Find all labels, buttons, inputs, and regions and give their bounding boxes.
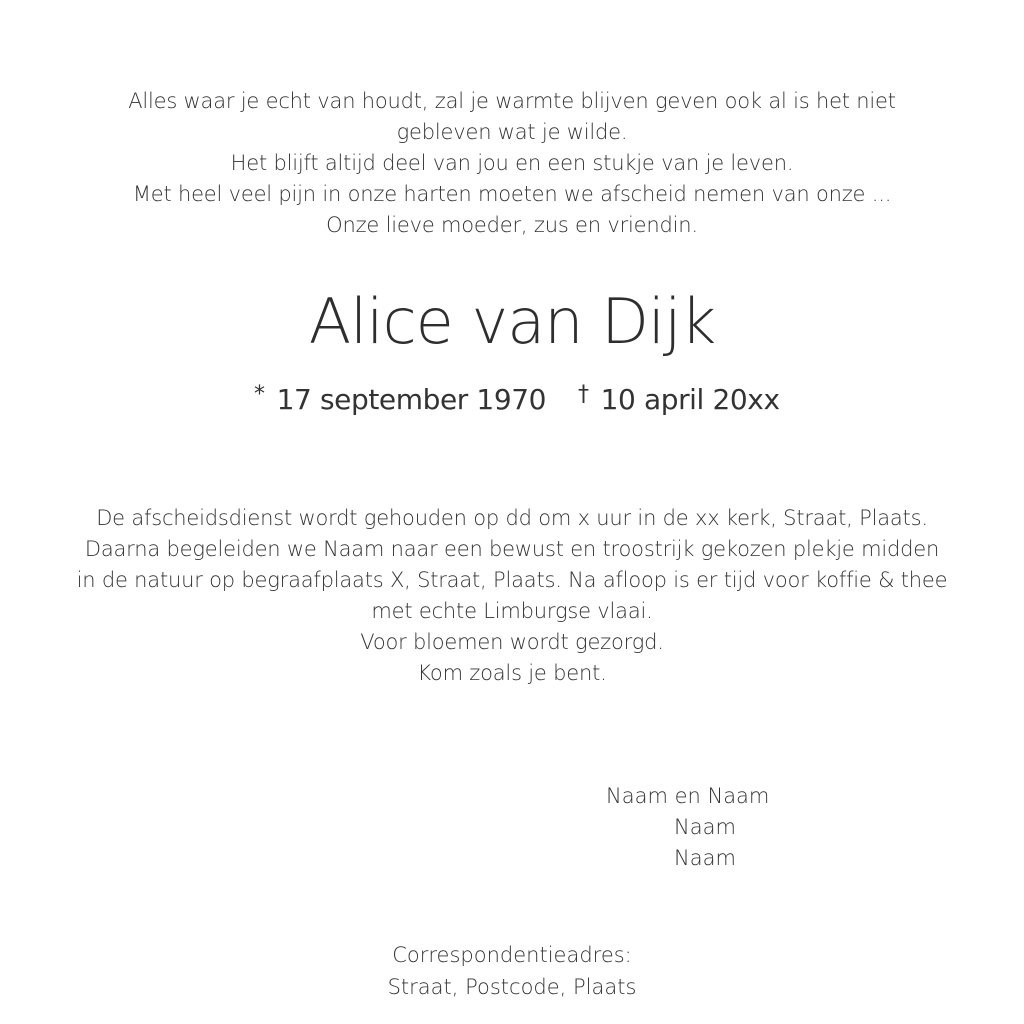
birth-date: 17 september 1970	[276, 383, 547, 416]
service-line: Daarna begeleiden we Naam naar een bewust en troostrijk gekozen plekje midden	[84, 537, 940, 561]
correspondence-address-line: Straat, Postcode, Plaats	[387, 975, 637, 999]
poem-line: Het blijft altijd deel van jou en een stukje van je leven.	[230, 151, 794, 175]
death-symbol: †	[578, 382, 589, 407]
signer-name: Naam	[674, 815, 736, 839]
service-line: in de natuur op begraafplaats X, Straat, Plaats. Na afloop is er tijd voor koffie & thee	[76, 568, 948, 592]
service-details	[0, 503, 1024, 689]
signer-name: Naam	[674, 846, 736, 870]
death-date-group	[578, 380, 780, 423]
correspondence-address	[0, 939, 1024, 1003]
service-line: Voor bloemen wordt gezorgd.	[360, 630, 664, 654]
service-line: met echte Limburgse vlaai.	[371, 599, 653, 623]
opening-poem	[0, 86, 1024, 241]
death-date: 10 april 20xx	[600, 383, 780, 416]
birth-date-group	[254, 380, 546, 423]
deceased-name: Alice van Dijk	[308, 285, 716, 358]
poem-line: gebleven wat je wilde.	[396, 120, 628, 144]
birth-symbol: *	[254, 382, 265, 407]
signer-name: Naam en Naam	[606, 784, 770, 808]
correspondence-label: Correspondentieadres:	[392, 943, 632, 967]
signers	[560, 781, 850, 874]
service-line: De afscheidsdienst wordt gehouden op dd om x uur in de xx kerk, Straat, Plaats.	[96, 506, 928, 530]
poem-line: Onze lieve moeder, zus en vriendin.	[326, 213, 698, 237]
poem-line: Met heel veel pijn in onze harten moeten we afscheid nemen van onze ...	[132, 182, 892, 206]
poem-line: Alles waar je echt van houdt, zal je warmte blijven geven ook al is het niet	[128, 89, 896, 113]
service-line: Kom zoals je bent.	[417, 661, 607, 685]
